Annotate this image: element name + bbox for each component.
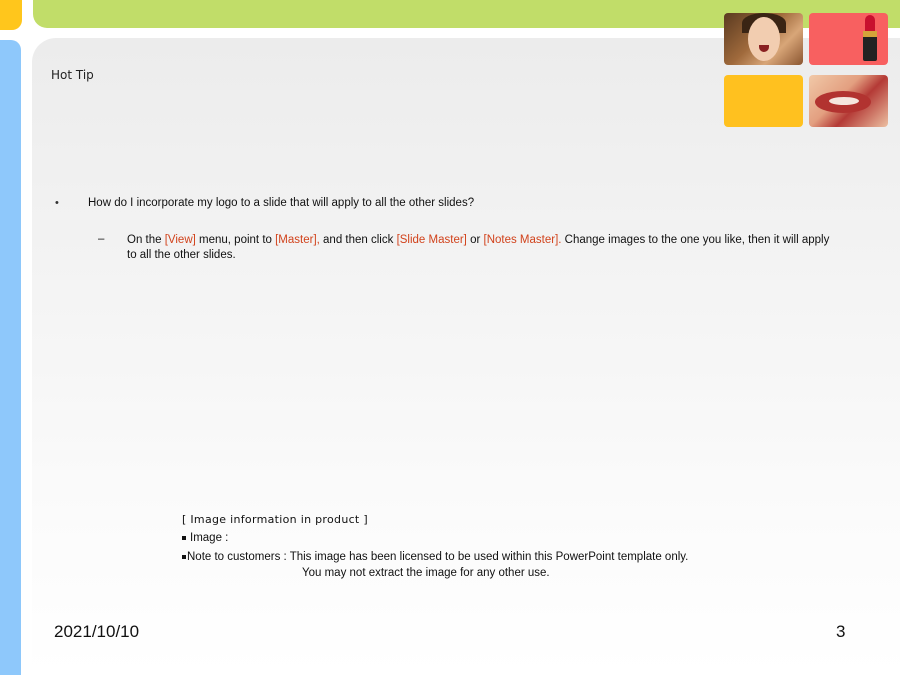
square-bullet-icon (182, 536, 186, 540)
note-text-1: Note to customers : This image has been licensed to be used within this PowerPoint template only. (187, 551, 689, 563)
page-number: 3 (836, 622, 846, 641)
face-shape (748, 17, 780, 61)
dash-bullet-icon: – (98, 233, 105, 245)
lipstick-photo (809, 13, 888, 65)
answer-part-3: and then click (319, 234, 397, 246)
answer-text (127, 233, 832, 263)
lipstick-tip-shape (865, 15, 875, 32)
master-highlight: [Master], (275, 234, 320, 246)
woman-face-photo (724, 13, 803, 65)
view-menu-highlight: [View] (164, 234, 196, 246)
bullet-icon: • (55, 197, 59, 209)
lips-photo (809, 75, 888, 127)
slide-title: Hot Tip (51, 68, 94, 82)
answer-part-1: On the (127, 234, 165, 246)
square-bullet-icon (182, 555, 186, 559)
note-line-2: You may not extract the image for any other use. (302, 567, 550, 579)
answer-part-5: Change images to the one you like, then it will apply to all the other slides. (127, 234, 830, 261)
slide-panel (32, 38, 900, 675)
notes-master-highlight: [Notes Master]. (483, 234, 562, 246)
blue-side-strip (0, 40, 21, 675)
answer-part-4: or (466, 234, 484, 246)
image-label: Image : (190, 532, 229, 544)
note-line-1 (182, 551, 688, 563)
image-info-heading: [ Image information in product ] (182, 513, 368, 526)
lipstick-band-shape (863, 31, 877, 37)
teeth-shape (829, 97, 859, 105)
footer-date: 2021/10/10 (54, 622, 140, 641)
question-text: How do I incorporate my logo to a slide that will apply to all the other slides? (88, 197, 475, 209)
yellow-corner-tab (0, 0, 22, 30)
image-info-line (182, 532, 228, 544)
slide-master-highlight: [Slide Master] (396, 234, 467, 246)
yellow-tile (724, 75, 803, 127)
answer-part-2: menu, point to (195, 234, 276, 246)
